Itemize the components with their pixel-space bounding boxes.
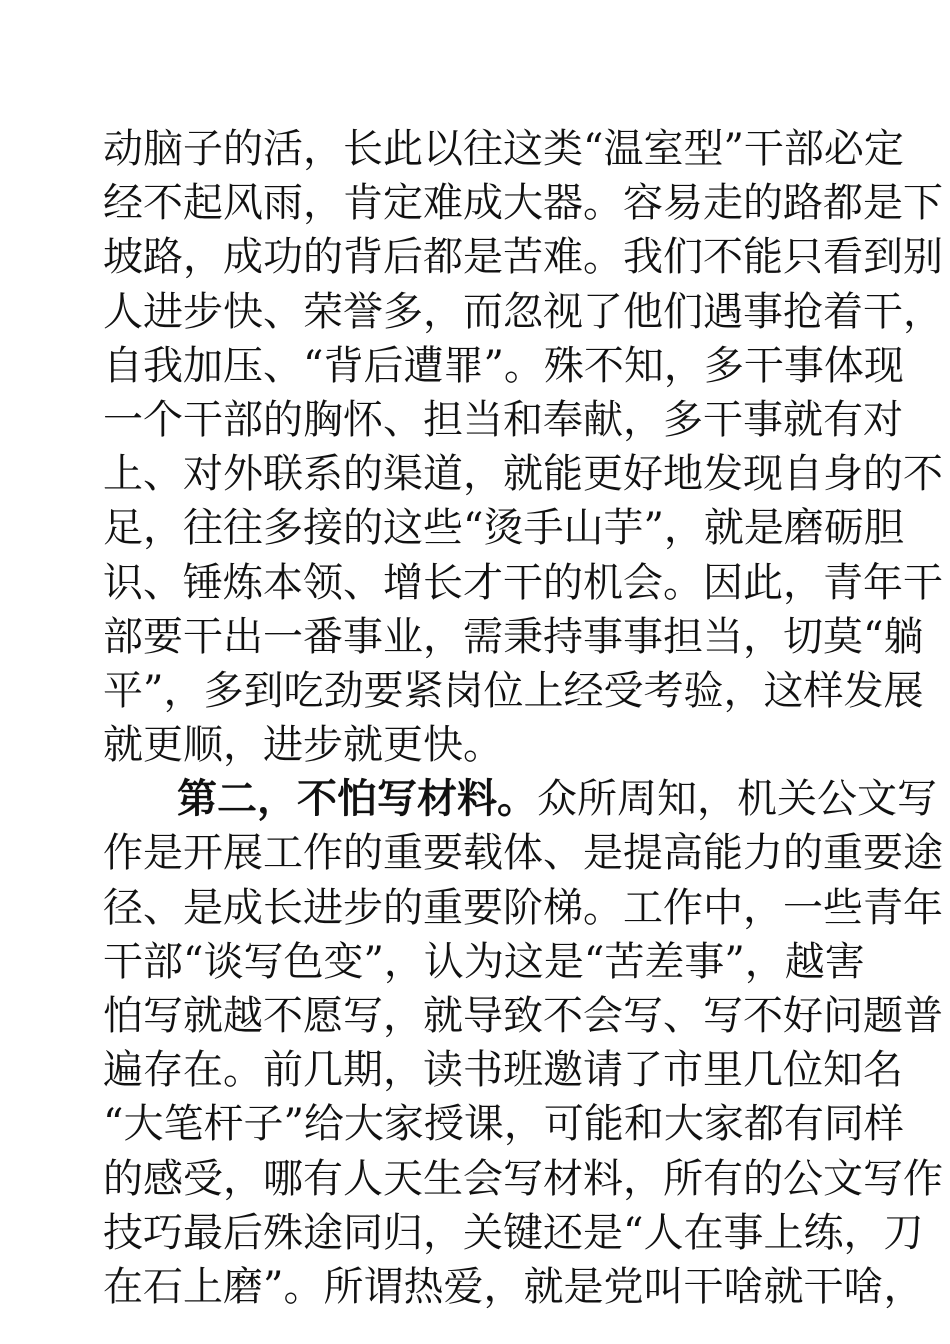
text-line: 识、锤炼本领、增长才干的机会。因此，青年干 bbox=[103, 559, 943, 606]
text-fragment: 众所周知，机关公文写 bbox=[537, 776, 937, 823]
text-line: 平”，多到吃劲要紧岗位上经受考验，这样发展 bbox=[103, 667, 924, 714]
text-line: 部要干出一番事业，需秉持事事担当，切莫“躺 bbox=[103, 613, 924, 660]
body-text bbox=[103, 122, 943, 1314]
text-line: 在石上磨”。所谓热爱，就是党叫干啥就干啥， bbox=[103, 1263, 924, 1310]
text-line: “大笔杆子”给大家授课，可能和大家都有同样 bbox=[103, 1101, 904, 1148]
text-line: 一个干部的胸怀、担当和奉献，多干事就有对 bbox=[103, 396, 903, 443]
text-line: 就更顺，进步就更快。 bbox=[103, 722, 503, 769]
text-line: 上、对外联系的渠道，就能更好地发现自身的不 bbox=[103, 451, 943, 498]
text-line: 自我加压、“背后遭罪”。殊不知，多干事体现 bbox=[103, 342, 904, 389]
text-line: 的感受，哪有人天生会写材料，所有的公文写作 bbox=[103, 1155, 943, 1202]
text-line: 遍存在。前几期，读书班邀请了市里几位知名 bbox=[103, 1047, 903, 1094]
section-heading: 第二，不怕写材料。 bbox=[177, 775, 537, 823]
paragraph-first-line bbox=[103, 772, 937, 826]
text-line: 干部“谈写色变”，认为这是“苦差事”，越害 bbox=[103, 938, 865, 985]
text-line: 人进步快、荣誉多，而忽视了他们遇事抢着干， bbox=[103, 288, 943, 335]
text-line: 作是开展工作的重要载体、是提高能力的重要途 bbox=[103, 830, 943, 877]
text-line: 足，往往多接的这些“烫手山芋”，就是磨砺胆 bbox=[103, 505, 904, 552]
text-line: 坡路，成功的背后都是苦难。我们不能只看到别 bbox=[103, 234, 943, 281]
text-line: 怕写就越不愿写，就导致不会写、写不好问题普 bbox=[103, 993, 943, 1039]
text-line: 经不起风雨，肯定难成大器。容易走的路都是下 bbox=[103, 180, 943, 227]
text-line: 动脑子的活，长此以往这类“温室型”干部必定 bbox=[103, 126, 904, 172]
text-line: 径、是成长进步的重要阶梯。工作中，一些青年 bbox=[103, 884, 943, 931]
text-line: 技巧最后殊途同归，关键还是“人在事上练，刀 bbox=[103, 1209, 924, 1256]
